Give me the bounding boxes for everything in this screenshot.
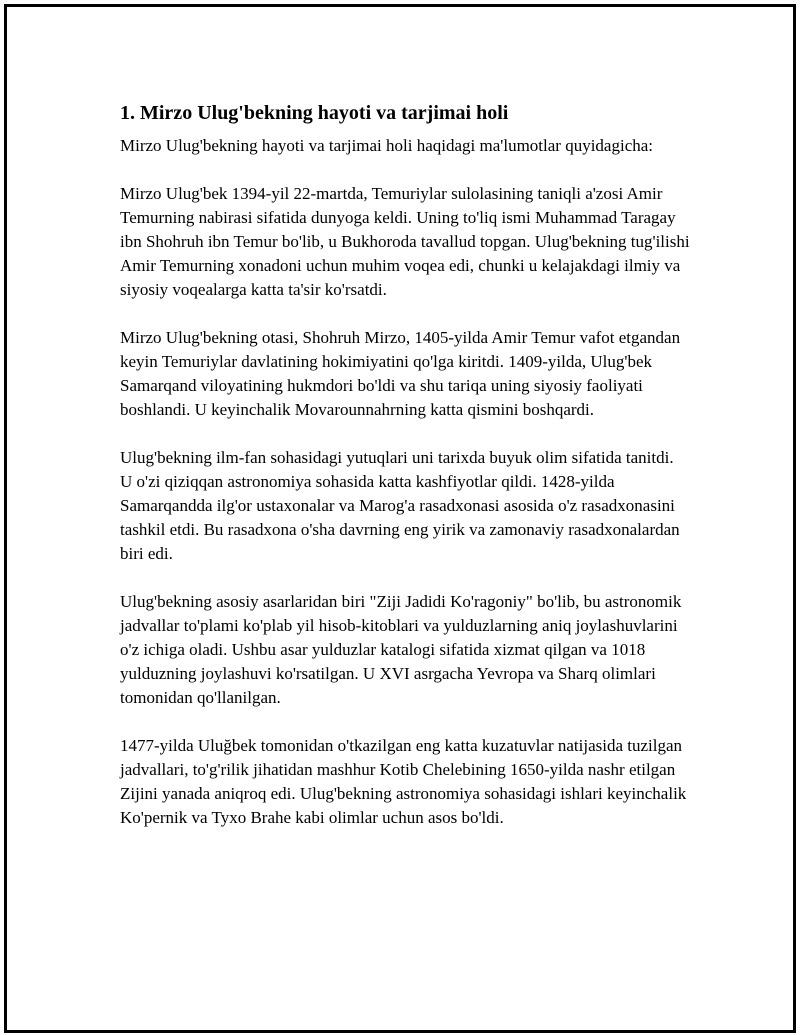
- document-body: [120, 100, 690, 854]
- paragraph-science: Ulug'bekning ilm-fan sohasidagi yutuqlari uni tarixda buyuk olim sifatida tanitdi. U o'zi qiziqqan astronomiya sohasida katta kashfiyotlar qildi. 1428-yilda Samarqandda ilg'or ustaxonalar va Marog'a rasadxonasi asosida o'z rasadxonasini tashkil etdi. Bu rasadxona o'sha davrning eng yirik va zamonaviy rasadxonalardan biri edi.: [120, 448, 680, 563]
- paragraph-intro: Mirzo Ulug'bekning hayoti va tarjimai holi haqidagi ma'lumotlar quyidagicha:: [120, 136, 654, 155]
- paragraph-birth: Mirzo Ulug'bek 1394-yil 22-martda, Temuriylar sulolasining taniqli a'zosi Amir Temurning nabirasi sifatida dunyoga keldi. Uning to'liq ismi Muhammad Taragay ibn Shohruh ibn Temur bo'lib, u Bukhoroda tavallud topgan. Ulug'bekning tug'ilishi Amir Temurning xonadoni uchun muhim voqea edi, chunki u kelajakdagi ilmiy va siyosiy voqealarga katta ta'sir ko'rsatdi.: [120, 184, 690, 299]
- page-frame: [4, 4, 796, 1033]
- section-heading: 1. Mirzo Ulug'bekning hayoti va tarjimai holi: [120, 102, 509, 124]
- paragraph-father: Mirzo Ulug'bekning otasi, Shohruh Mirzo, 1405-yilda Amir Temur vafot etgandan keyin Temuriylar davlatining hokimiyatini qo'lga kiritdi. 1409-yilda, Ulug'bek Samarqand viloyatining hukmdori bo'ldi va shu tariqa uning siyosiy faoliyati boshlandi. U keyinchalik Movarounnahrning katta qismini boshqardi.: [120, 328, 681, 419]
- paragraph-works: Ulug'bekning asosiy asarlaridan biri "Ziji Jadidi Ko'ragoniy" bo'lib, bu astronomik jadvallar to'plami ko'plab yil hisob-kitoblari va yulduzlarning aniq joylashuvlarini o'z ichiga oladi. Ushbu asar yulduzlar katalogi sifatida xizmat qilgan va 1018 yulduzning joylashuvi ko'rsatilgan. U XVI asrgacha Yevropa va Sharq olimlari tomonidan qo'llanilgan.: [120, 592, 682, 707]
- paragraph-legacy: 1477-yilda Uluğbek tomonidan o'tkazilgan eng katta kuzatuvlar natijasida tuzilgan jadvallari, to'g'rilik jihatidan mashhur Kotib Chelebining 1650-yilda nashr etilgan Zijini yanada aniqroq edi. Ulug'bekning astronomiya sohasidagi ishlari keyinchalik Ko'pernik va Tyxo Brahe kabi olimlar uchun asos bo'ldi.: [120, 736, 687, 827]
